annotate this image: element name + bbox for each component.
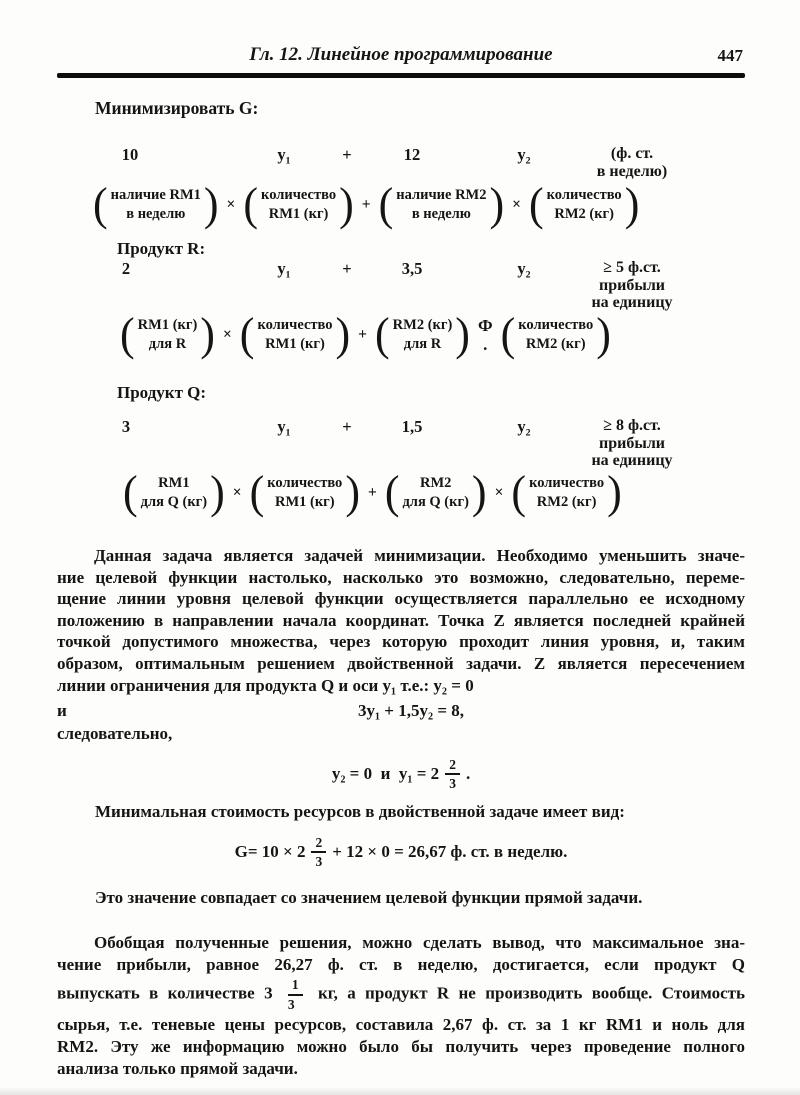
left-paren: ( (123, 466, 138, 519)
left-paren: ( (528, 178, 544, 231)
vector-bottom-label: в неделю (126, 206, 186, 222)
chapter-title: Гл. 12. Линейное программирование (249, 44, 553, 65)
paragraph-line: анализа только прямой задачи. (57, 1058, 298, 1078)
paragraph-line: образом, оптимальным решением двойственной задачи. Z является пересечением (57, 653, 745, 673)
plus-operator: + (361, 196, 371, 213)
vector-group (528, 178, 640, 231)
product-q-label: Продукт Q: (117, 383, 207, 402)
objective-vector-row (57, 178, 745, 231)
left-paren: ( (500, 308, 516, 361)
units-note-line: в неделю) (596, 162, 668, 180)
vector-top-label: количество (529, 475, 605, 492)
units-note-line: (ф. ст. (610, 145, 654, 162)
paragraph-line: положению в направлении начала координат. Точка Z является последней крайней (57, 610, 745, 630)
dot-symbol: . (483, 335, 488, 354)
left-paren: ( (378, 178, 394, 231)
multiply-operator: × (494, 484, 504, 501)
left-paren: ( (93, 178, 108, 231)
constraint-note-line: ≥ 5 ф.ст. (603, 259, 661, 276)
r-variable-y1: y₁ (277, 259, 291, 278)
right-paren: ) (596, 308, 611, 361)
fraction-two-thirds (445, 757, 460, 792)
vector-top-label: количество (261, 187, 337, 204)
vector-bottom-label: в неделю (411, 206, 471, 222)
vector-top-label: RM1 (158, 475, 190, 492)
right-paren: ) (471, 466, 487, 519)
vector-bottom-label: RM2 (кг) (554, 206, 614, 222)
vector-top-label: количество (257, 317, 333, 334)
page-header (57, 44, 745, 68)
equation-2-text: y₂ = 0 и y₁ = 2 (331, 764, 440, 784)
right-paren: ) (339, 178, 354, 231)
vector-top-label: наличие RM1 (110, 187, 201, 204)
plus-operator: + (358, 326, 367, 343)
vector-group (239, 308, 351, 361)
header-rule (57, 73, 745, 78)
left-paren: ( (239, 308, 255, 361)
right-paren: ) (345, 466, 360, 519)
fraction-numerator: 2 (445, 757, 460, 776)
objective-coefficient-row (57, 145, 745, 183)
paragraph-line: Обобщая полученные решения, можно сделать вывод, что максимальное зна- (94, 933, 745, 953)
q-coefficient-1: 3 (121, 417, 131, 436)
paragraph-line: Данная задача является задачей минимизации. Необходимо уменьшить значе- (94, 546, 745, 565)
objective-coefficient-2: 12 (403, 145, 421, 164)
multiply-operator: × (222, 326, 232, 343)
vector-group (123, 466, 225, 519)
vector-group (500, 308, 611, 361)
product-q-vector-row (57, 466, 745, 519)
and-equation-row (57, 701, 745, 723)
page-bottom-shadow (0, 1087, 800, 1095)
paragraph-minimization (57, 545, 745, 696)
g-formula-left: G= 10 × 2 (234, 842, 306, 862)
vector-bottom-label: для Q (кг) (402, 494, 469, 510)
right-paren: ) (607, 466, 622, 519)
objective-variable-y2: y₂ (517, 145, 531, 164)
q-variable-y1: y₁ (277, 417, 291, 436)
constraint-note-line: на единицу (591, 294, 673, 311)
vector-top-label: RM2 (419, 475, 452, 492)
vector-bottom-label: RM1 (кг) (274, 494, 335, 510)
right-paren: ) (210, 466, 225, 519)
q-coefficient-2: 1,5 (401, 417, 423, 436)
right-paren: ) (455, 308, 470, 361)
left-paren: ( (243, 178, 259, 231)
min-cost-intro-line: Минимальная стоимость ресурсов в двойственной задаче имеет вид: (95, 802, 625, 822)
right-paren: ) (489, 178, 505, 231)
vector-bottom-label: RM1 (кг) (265, 336, 325, 352)
vector-top-label: RM2 (кг) (392, 317, 453, 334)
paragraph-line: линии ограничения для продукта Q и оси y₁ т.е.: y₂ = 0 (57, 675, 474, 695)
constraint-note-line: ≥ 8 ф.ст. (603, 417, 661, 434)
vector-group (93, 178, 219, 231)
line-text-after-fraction: кг, а продукт R не производить вообще. Стоимость (318, 983, 745, 1003)
paragraph-line: ние целевой функции настолько, насколько это возможно, следовательно, переме- (57, 567, 745, 587)
vector-top-label: наличие RM2 (396, 187, 487, 204)
multiply-operator: × (512, 196, 521, 213)
r-coefficient-2: 3,5 (401, 259, 423, 278)
right-paren: ) (203, 178, 219, 231)
coincide-line: Это значение совпадает со значением целевой функции прямой задачи. (95, 888, 643, 908)
paragraph-line: чение прибыли, равное 26,27 ф. ст. в неделю, достигается, если продукт Q (57, 954, 745, 974)
left-paren: ( (511, 466, 527, 519)
q-constraint-note (557, 417, 707, 470)
vector-group (378, 178, 505, 231)
vector-group (511, 466, 622, 519)
equation-1: 3y₁ + 1,5y₂ = 8, (357, 701, 465, 721)
q-variable-y2: y₂ (517, 417, 531, 436)
vector-bottom-label: для R (148, 336, 187, 352)
right-paren: ) (335, 308, 351, 361)
r-plus-operator: + (342, 259, 352, 278)
vector-bottom-label: для R (403, 336, 442, 352)
left-paren: ( (384, 466, 400, 519)
objective-plus-operator: + (342, 145, 352, 164)
fraction-denominator: 3 (287, 996, 295, 1012)
product-r-coefficient-row (57, 259, 745, 313)
constraint-note-line: прибыли (598, 434, 666, 452)
phi-dot-operator (478, 317, 493, 353)
vector-top-label: RM1 (кг) (137, 317, 198, 334)
vector-group (384, 466, 487, 519)
g-formula-right: + 12 × 0 = 26,67 ф. ст. в неделю. (332, 842, 568, 862)
vector-top-label: количество (546, 187, 622, 204)
line-text-before-fraction: выпускать в количестве 3 (57, 983, 273, 1003)
equation-2-period: . (465, 764, 471, 784)
vector-bottom-label: RM2 (кг) (536, 494, 597, 510)
fraction-denominator: 3 (315, 854, 323, 870)
objective-coefficient-1: 10 (121, 145, 139, 164)
page-number: 447 (717, 46, 743, 65)
vector-bottom-label: для Q (кг) (140, 494, 208, 510)
product-q-coefficient-row (57, 417, 745, 471)
therefore-label: следовательно, (57, 724, 173, 744)
vector-bottom-label: RM1 (кг) (268, 206, 329, 222)
paragraph-line-with-fraction (57, 977, 745, 1012)
paragraph-line: щение линии уровня целевой функции осуществляется параллельно ее исходному (57, 589, 745, 609)
r-constraint-note (557, 259, 707, 312)
multiply-operator: × (226, 196, 236, 213)
q-plus-operator: + (342, 417, 352, 436)
vector-group (120, 308, 215, 361)
right-paren: ) (624, 178, 640, 231)
objective-variable-y1: y₁ (277, 145, 291, 164)
phi-symbol: Ф (477, 316, 493, 335)
paragraph-line: сырья, т.е. теневые цены ресурсов, составила 2,67 ф. ст. за 1 кг RM1 и ноль для (57, 1015, 745, 1035)
right-paren: ) (200, 308, 215, 361)
plus-operator: + (367, 484, 377, 501)
fraction-two-thirds (311, 835, 326, 870)
r-coefficient-1: 2 (121, 259, 131, 278)
r-variable-y2: y₂ (517, 259, 531, 278)
constraint-note-line: на единицу (591, 452, 673, 469)
vector-group (375, 308, 470, 361)
vector-group (249, 466, 360, 519)
vector-bottom-label: RM2 (кг) (525, 336, 586, 352)
fraction-one-third (288, 977, 303, 1012)
g-formula (57, 832, 745, 872)
word-and: и (57, 701, 67, 721)
left-paren: ( (249, 466, 265, 519)
paragraph-conclusion (57, 932, 745, 1079)
constraint-note-line: прибыли (598, 276, 666, 294)
vector-top-label: количество (518, 317, 594, 334)
paragraph-line: точкой допустимого множества, через которую проходит линия уровня, и, таким (57, 632, 745, 652)
left-paren: ( (120, 308, 135, 361)
product-r-vector-row (57, 308, 745, 361)
objective-units-note (557, 145, 707, 180)
vector-top-label: количество (267, 475, 343, 492)
paragraph-line: RM2. Эту же информацию можно было бы получить через проведение полного (57, 1036, 745, 1056)
equation-2 (57, 754, 745, 794)
product-r-label: Продукт R: (117, 239, 206, 258)
fraction-denominator: 3 (449, 776, 456, 792)
left-paren: ( (375, 308, 390, 361)
fraction-numerator: 2 (311, 835, 326, 854)
vector-group (243, 178, 354, 231)
multiply-operator: × (232, 484, 242, 501)
minimize-label: Минимизировать G: (95, 98, 259, 118)
fraction-numerator: 1 (288, 977, 303, 996)
